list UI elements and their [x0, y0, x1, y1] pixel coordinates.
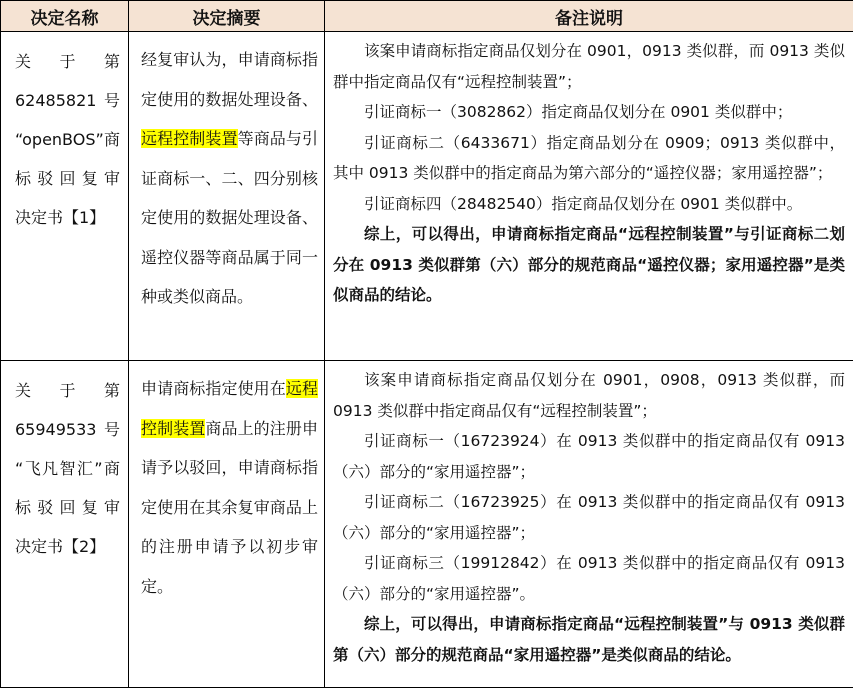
decision-summary-cell [129, 32, 325, 361]
header-decision-name: 决定名称 [1, 1, 129, 32]
decision-name-line: 标驳回复审 [15, 488, 120, 527]
remark-conclusion: 综上，可以得出，申请商标指定商品“远程控制装置”与 0913 类似群第（六）部分的规范商品“家用遥控器”是类似商品的结论。 [333, 609, 845, 670]
remark-paragraph: 该案申请商标指定商品仅划分在 0901，0913 类似群，而 0913 类似群中指定商品仅有“远程控制装置”； [333, 36, 845, 97]
remark-paragraph: 引证商标一（16723924）在 0913 类似群中的指定商品仅有 0913（六）部分的“家用遥控器”； [333, 426, 845, 487]
remark-paragraph: 引证商标二（16723925）在 0913 类似群中的指定商品仅有 0913（六）部分的“家用遥控器”； [333, 487, 845, 548]
summary-text: 等商品与引证商标一、二、四分别核定使用的数据处理设备、遥控仪器等商品属于同一种或类似商品。 [141, 129, 318, 306]
remarks-cell [325, 32, 853, 361]
decision-name-line: “openBOS”商 [15, 120, 120, 159]
remark-paragraph: 引证商标二（6433671）指定商品划分在 0909；0913 类似群中，其中 0913 类似群中的指定商品为第六部分的“遥控仪器；家用遥控器”； [333, 128, 845, 189]
decision-name-line: 关 于 第 [15, 371, 120, 410]
decision-name-line: 决定书【1】 [15, 198, 120, 237]
remark-paragraph: 引证商标三（19912842）在 0913 类似群中的指定商品仅有 0913（六）部分的“家用遥控器”。 [333, 548, 845, 609]
remarks-cell [325, 361, 853, 688]
decision-summary-cell [129, 361, 325, 688]
decision-name-line: 决定书【2】 [15, 527, 120, 566]
highlighted-goods: 远程控制装置 [141, 129, 238, 148]
decision-name-cell [1, 361, 129, 688]
decision-name-cell [1, 32, 129, 361]
table-header-row [1, 1, 853, 32]
decision-name-line: 62485821 号 [15, 81, 120, 120]
table-row [1, 361, 853, 688]
decision-name-line: 标驳回复审 [15, 159, 120, 198]
summary-text: 商品上的注册申请予以驳回，申请商标指定使用在其余复审商品上的注册申请予以初步审定。 [141, 419, 318, 596]
summary-text: 经复审认为，申请商标指定使用的数据处理设备、 [141, 50, 318, 109]
remark-paragraph: 引证商标一（3082862）指定商品仅划分在 0901 类似群中； [333, 97, 845, 128]
decision-name-line: “飞凡智汇”商 [15, 449, 120, 488]
header-remarks: 备注说明 [325, 1, 853, 32]
header-decision-summary: 决定摘要 [129, 1, 325, 32]
decision-name-line: 65949533 号 [15, 410, 120, 449]
highlighted-goods: 远程控制装置 [141, 379, 318, 438]
summary-text: 申请商标指定使用在 [141, 379, 286, 398]
remark-conclusion: 综上，可以得出，申请商标指定商品“远程控制装置”与引证商标二划分在 0913 类似群第（六）部分的规范商品“遥控仪器；家用遥控器”是类似商品的结论。 [333, 219, 845, 311]
decision-name-line: 关 于 第 [15, 42, 120, 81]
table-row [1, 32, 853, 361]
remark-paragraph: 该案申请商标指定商品仅划分在 0901，0908，0913 类似群，而 0913 类似群中指定商品仅有“远程控制装置”； [333, 365, 845, 426]
remark-paragraph: 引证商标四（28482540）指定商品仅划分在 0901 类似群中。 [333, 189, 845, 220]
